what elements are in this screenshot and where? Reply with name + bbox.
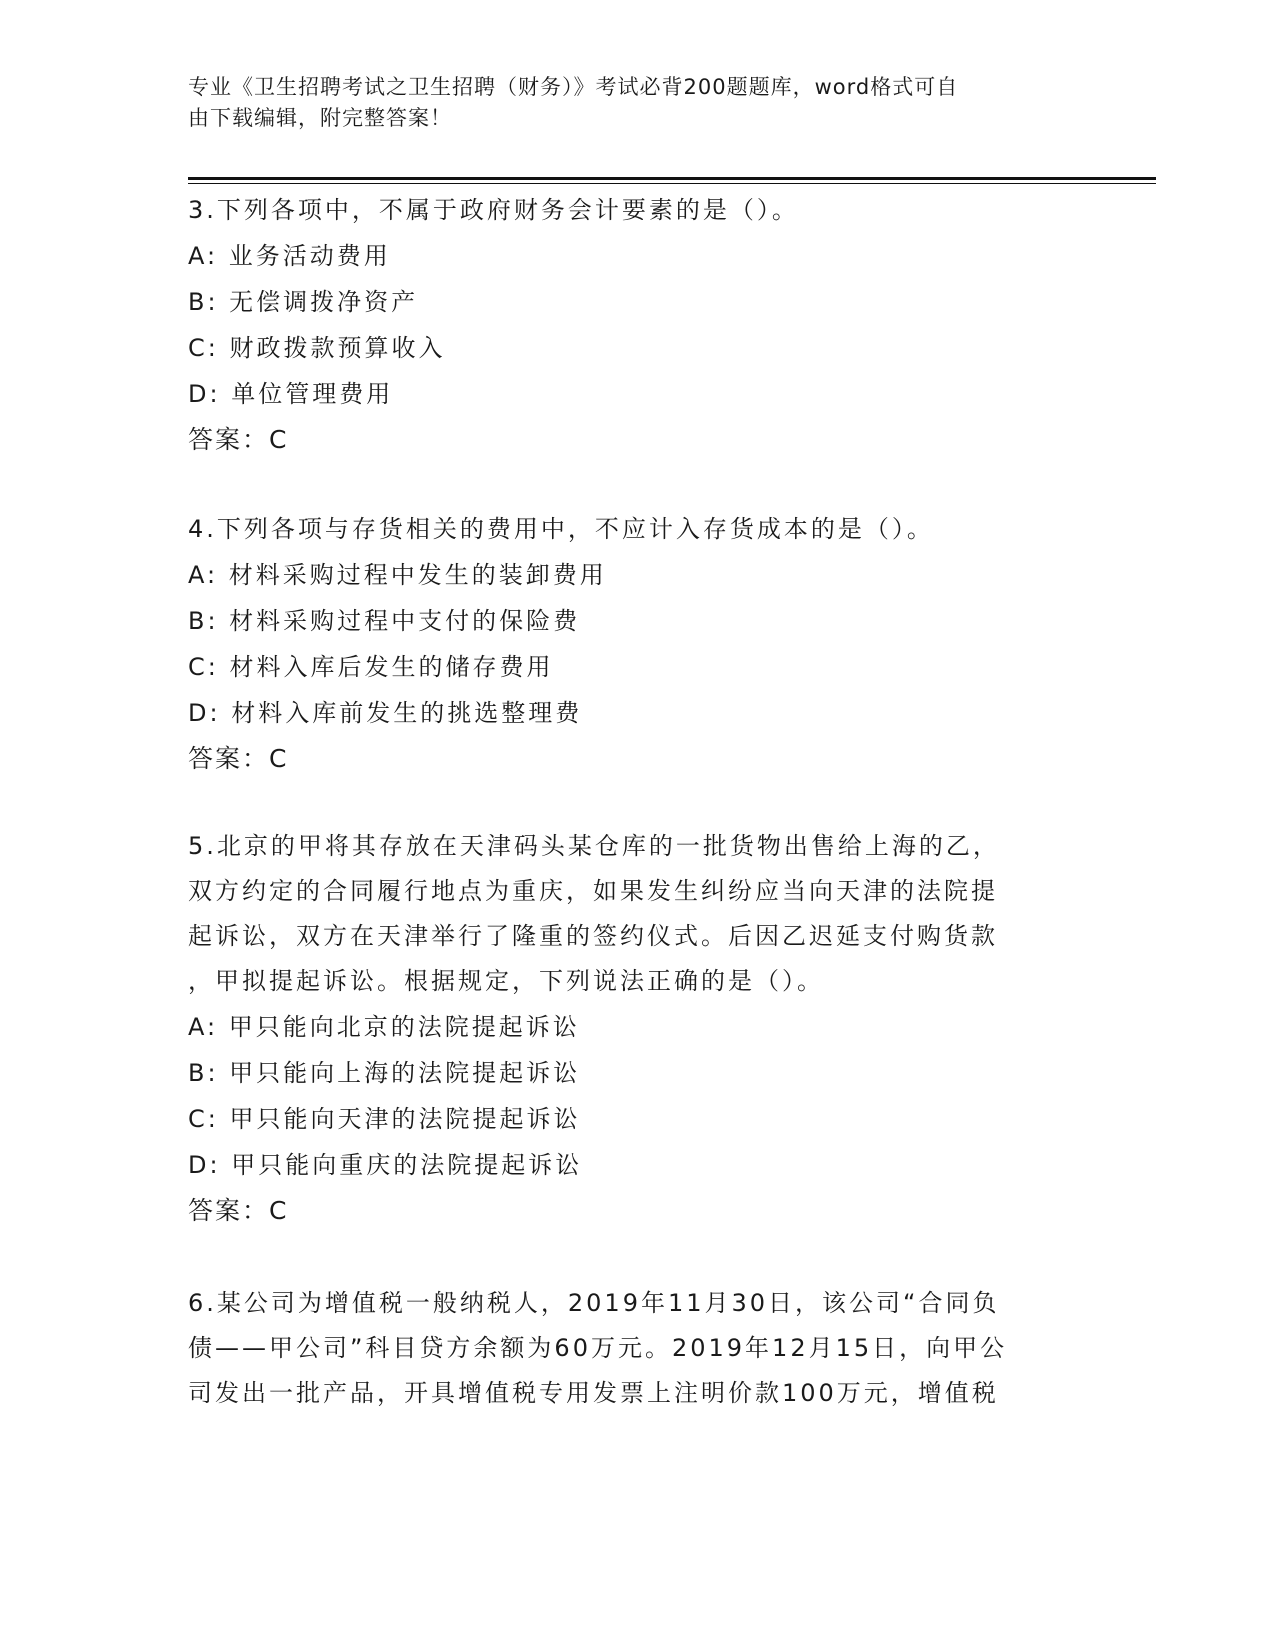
question-stem-line-1: 6.某公司为增值税一般纳税人，2019年11月30日，该公司“合同负 [188, 1289, 1000, 1317]
header-title-line-2: 由下载编辑，附完整答案！ [188, 106, 452, 130]
answer-label: 答案：C [188, 744, 289, 773]
option-a: A: 业务活动费用 [188, 242, 391, 270]
option-d: D: 材料入库前发生的挑选整理费 [188, 699, 583, 727]
question-stem: 3.下列各项中，不属于政府财务会计要素的是（）。 [188, 196, 799, 224]
question-3 [188, 188, 1088, 463]
question-stem-line-2: 双方约定的合同履行地点为重庆，如果发生纠纷应当向天津的法院提 [188, 877, 998, 905]
question-stem-line-2: 债——甲公司”科目贷方余额为60万元。2019年12月15日，向甲公 [188, 1334, 1008, 1362]
document-header [188, 72, 1068, 134]
option-b: B: 甲只能向上海的法院提起诉讼 [188, 1059, 581, 1087]
question-4 [188, 507, 1088, 782]
option-b: B: 材料采购过程中支付的保险费 [188, 607, 581, 635]
option-a: A: 甲只能向北京的法院提起诉讼 [188, 1013, 580, 1041]
answer-label: 答案：C [188, 1196, 289, 1225]
option-d: D: 单位管理费用 [188, 380, 394, 408]
question-stem-line-1: 5.北京的甲将其存放在天津码头某仓库的一批货物出售给上海的乙， [188, 832, 1000, 860]
header-title-line-1: 专业《卫生招聘考试之卫生招聘（财务）》考试必背200题题库，word格式可自 [188, 75, 959, 99]
option-a: A: 材料采购过程中发生的装卸费用 [188, 561, 607, 589]
question-stem-line-3: 起诉讼，双方在天津举行了隆重的签约仪式。后因乙迟延支付购货款 [188, 922, 998, 950]
option-c: C: 材料入库后发生的储存费用 [188, 653, 554, 681]
option-d: D: 甲只能向重庆的法院提起诉讼 [188, 1151, 583, 1179]
question-stem-line-4: ，甲拟提起诉讼。根据规定，下列说法正确的是（）。 [188, 967, 824, 995]
question-6 [188, 1281, 1088, 1416]
answer-label: 答案：C [188, 425, 289, 454]
header-divider-thick [188, 177, 1156, 180]
option-c: C: 财政拨款预算收入 [188, 334, 446, 362]
header-divider-thin [188, 183, 1156, 184]
option-b: B: 无偿调拨净资产 [188, 288, 419, 316]
option-c: C: 甲只能向天津的法院提起诉讼 [188, 1105, 581, 1133]
question-stem: 4.下列各项与存货相关的费用中，不应计入存货成本的是（）。 [188, 515, 934, 543]
question-stem-line-3: 司发出一批产品，开具增值税专用发票上注明价款100万元，增值税 [188, 1379, 999, 1407]
question-5 [188, 824, 1088, 1234]
